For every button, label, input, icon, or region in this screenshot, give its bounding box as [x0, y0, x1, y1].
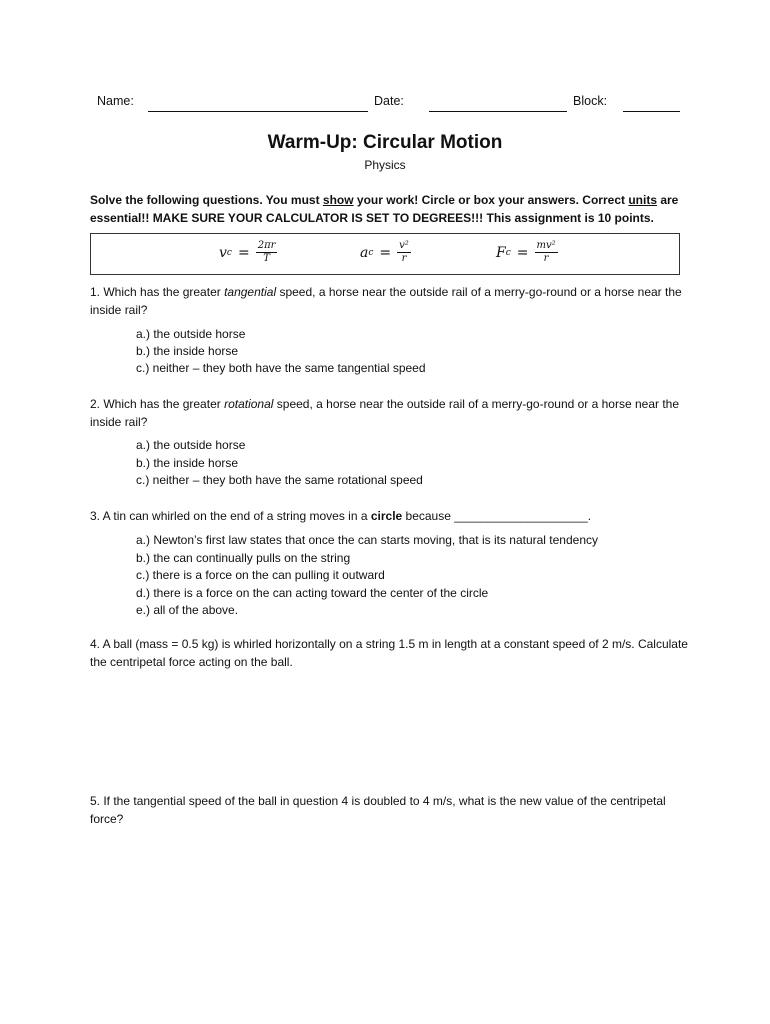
- equals-sign: =: [516, 244, 529, 261]
- instructions-part3: are essential!! MAKE SURE YOUR CALCULATOR IS SET TO DEGREES!!! This assignment is 10 points.: [90, 193, 679, 225]
- formula-velocity-sub: c: [226, 247, 232, 258]
- formula-velocity-den: T: [263, 253, 270, 264]
- formula-force-den: r: [543, 253, 549, 264]
- block-label: Block:: [573, 94, 608, 108]
- equals-sign: =: [237, 244, 250, 261]
- page-subtitle: Physics: [364, 158, 406, 172]
- instructions-show: show: [322, 193, 354, 207]
- question-3: [90, 508, 690, 526]
- question-1-option-a[interactable]: a.) the outside horse: [136, 327, 246, 341]
- question-3-option-e[interactable]: e.) all of the above.: [136, 603, 239, 617]
- formula-velocity: [219, 240, 277, 265]
- question-2-emphasis: rotational: [224, 397, 274, 411]
- instructions-units: units: [628, 193, 657, 207]
- formula-velocity-fraction: [256, 240, 278, 265]
- question-2-option-a[interactable]: a.) the outside horse: [136, 438, 246, 452]
- formula-acceleration-sub: c: [368, 247, 374, 258]
- formula-box: [90, 233, 680, 275]
- question-2-pre: 2. Which has the greater: [90, 397, 225, 411]
- question-1-emphasis: tangential: [224, 285, 277, 299]
- formula-force-sub: c: [505, 247, 511, 258]
- name-field-line[interactable]: [148, 111, 368, 112]
- equals-sign: =: [379, 244, 392, 261]
- block-field-line[interactable]: [623, 111, 680, 112]
- question-1-option-c[interactable]: c.) neither – they both have the same tangential speed: [136, 361, 426, 375]
- date-field-line[interactable]: [429, 111, 567, 112]
- question-1-post: speed, a horse near the outside rail of a merry-go-round or a horse near the inside rail?: [90, 285, 682, 317]
- instructions-part1: Solve the following questions. You must: [90, 193, 323, 207]
- formula-acceleration-lhs: a: [360, 244, 369, 261]
- formula-velocity-lhs: v: [219, 244, 227, 261]
- question-2-option-b[interactable]: b.) the inside horse: [136, 456, 239, 470]
- question-3-option-a[interactable]: a.) Newton’s first law states that once the can starts moving, that is its natural tendency: [136, 533, 598, 547]
- formula-acceleration: [360, 240, 411, 265]
- question-3-option-d[interactable]: d.) there is a force on the can acting toward the center of the circle: [136, 586, 489, 600]
- formula-velocity-num: 2πr: [257, 240, 276, 251]
- question-1: [90, 284, 690, 319]
- question-3-option-b[interactable]: b.) the can continually pulls on the string: [136, 551, 351, 565]
- question-1-option-b[interactable]: b.) the inside horse: [136, 344, 239, 358]
- formula-acceleration-fraction: [397, 240, 411, 265]
- date-label: Date:: [374, 94, 404, 108]
- question-3-post: because ____________________.: [402, 509, 592, 523]
- question-2-option-c[interactable]: c.) neither – they both have the same rotational speed: [136, 473, 423, 487]
- formula-force-fraction: [535, 240, 558, 265]
- question-3-pre: 3. A tin can whirled on the end of a string moves in a: [90, 509, 371, 523]
- question-4: 4. A ball (mass = 0.5 kg) is whirled horizontally on a string 1.5 m in length at a constant speed of 2 m/s. Calculate the centripetal force acting on the ball.: [90, 637, 688, 669]
- formula-force-lhs: F: [496, 244, 506, 261]
- question-5: 5. If the tangential speed of the ball in question 4 is doubled to 4 m/s, what is the new value of the centripetal force?: [90, 794, 666, 826]
- question-2: [90, 396, 690, 431]
- page-title: Warm-Up: Circular Motion: [267, 132, 503, 153]
- formula-acceleration-num: v²: [399, 240, 409, 251]
- name-label: Name:: [97, 94, 134, 108]
- formula-force-num: mv²: [536, 240, 556, 251]
- formula-force: [496, 240, 558, 265]
- question-2-post: speed, a horse near the outside rail of a merry-go-round or a horse near the inside rail?: [90, 397, 680, 429]
- question-3-bold: circle: [370, 509, 403, 523]
- instructions: [90, 191, 690, 227]
- question-3-option-c[interactable]: c.) there is a force on the can pulling it outward: [136, 568, 385, 582]
- formula-acceleration-den: r: [401, 253, 407, 264]
- instructions-part2: your work! Circle or box your answers. Correct: [353, 193, 629, 207]
- question-1-pre: 1. Which has the greater: [90, 285, 225, 299]
